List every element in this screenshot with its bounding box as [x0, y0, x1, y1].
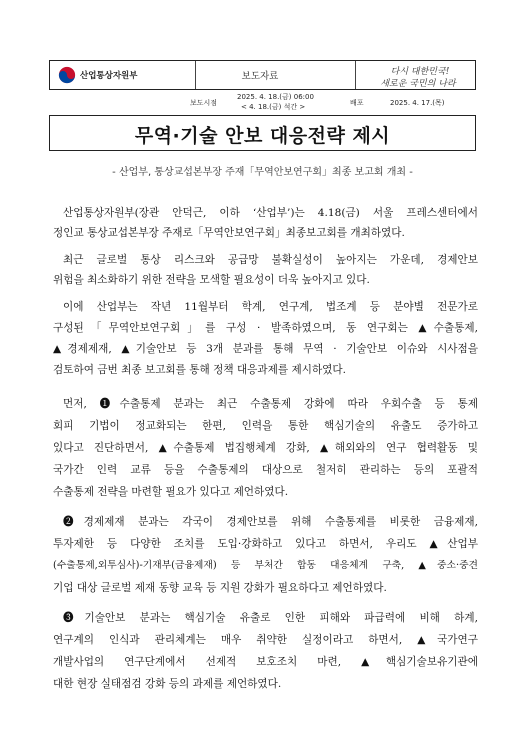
paragraph-line: 구성된「무역안보연구회」를 구성 · 발족하였으며, 동 연구회는 ▲수출통제,: [53, 322, 478, 334]
subtitle: - 산업부, 통상교섭본부장 주재「무역안보연구회」최종 보고회 개최 -: [112, 167, 413, 178]
header-divider: [195, 61, 196, 89]
release-time-2: < 4. 18.(금) 석간 >: [241, 103, 306, 111]
paragraph-line: 개발사업의 연구단계에서 선제적 보호조치 마련, ▲핵심기술보유기관에: [53, 656, 478, 668]
paragraph-line: 연구계의 인식과 관리체계는 매우 취약한 실정이라고 하면서, ▲국가연구: [53, 634, 478, 646]
paragraph-line: 국가간 인력 교류 등을 수출통제의 대상으로 철저히 관리하는 등의 포괄적: [53, 464, 478, 476]
ministry-name: 산업통상자원부: [80, 71, 138, 81]
release-time-label: 보도시점: [190, 99, 218, 107]
distribution-label: 배포: [350, 99, 364, 107]
distribution-date: 2025. 4. 17.(목): [390, 99, 445, 107]
paragraph-line: 이에 산업부는 작년 11월부터 학계, 연구계, 법조계 등 분야별 전문가로: [63, 301, 478, 313]
press-header: [49, 60, 476, 90]
release-time-1: 2025. 4. 18.(금) 06:00: [237, 93, 314, 101]
paragraph-line: (수출통제,외투심사)-기재부(금융제재) 등 부처간 합동 대응체계 구축, ▲중소·중견: [53, 560, 478, 571]
paragraph-2: [53, 250, 478, 290]
paragraph-line: 검토하여 금번 최종 보고회를 통해 정책 대응과제를 제시하였다.: [53, 364, 347, 376]
paragraph-5: [53, 511, 478, 599]
paragraph-line: ❷경제제재 분과는 각국이 경제안보를 위해 수출통제를 비롯한 금융제재,: [63, 516, 478, 528]
paragraph-line: 투자제한 등 다양한 조치를 도입·강화하고 있다고 하면서, 우리도 ▲산업부: [53, 538, 478, 550]
header-divider: [355, 61, 356, 89]
paragraph-line: 위험을 최소화하기 위한 전략을 모색할 필요성이 더욱 높아지고 있다.: [53, 274, 370, 286]
paragraph-3: [53, 297, 478, 381]
paragraph-line: 수출통제 전략을 마련할 필요가 있다고 제언하였다.: [53, 486, 289, 498]
handwritten-slogan: [360, 63, 472, 89]
paragraph-line: 기업 대상 글로벌 제재 동향 교육 등 지원 강화가 필요하다고 제언하였다.: [53, 582, 387, 594]
paragraph-line: 회피 기법이 정교화되는 한편, 인력을 통한 핵심기술의 유출도 증가하고: [53, 420, 478, 432]
paragraph-6: [53, 607, 478, 695]
taegeuk-emblem-icon: [58, 66, 76, 84]
paragraph-line: 최근 글로벌 통상 리스크와 공급망 불확실성이 높아지는 가운데, 경제안보: [63, 254, 478, 266]
page-title: 무역·기술 안보 대응전략 제시: [134, 125, 391, 147]
paragraph-line: 산업통상자원부(장관 안덕근, 이하 ‘산업부’)는 4.18(금) 서울 프레스센터에서: [63, 207, 478, 219]
title-box: [49, 115, 476, 151]
ministry-logo: [58, 66, 137, 84]
slogan-line-2: 새로운 국민의 나라: [380, 79, 456, 89]
paragraph-1: [53, 203, 478, 243]
paragraph-line: ❸기술안보 분과는 핵심기술 유출로 인한 피해와 파급력에 비해 하계,: [63, 612, 478, 624]
paragraph-line: 먼저, ❶수출통제 분과는 최근 수출통제 강화에 따라 우회수출 등 통제: [63, 398, 478, 410]
paragraph-line: 정인교 통상교섭본부장 주재로「무역안보연구회」최종보고회를 개최하였다.: [53, 227, 405, 239]
press-release-label: 보도자료: [241, 71, 279, 82]
paragraph-line: 대한 현장 실태점검 강화 등의 과제를 제언하였다.: [53, 678, 282, 690]
slogan-line-1: 다시 대한민국!: [390, 67, 450, 77]
paragraph-line: ▲경제제재, ▲기술안보 등 3개 분과를 통해 무역 · 기술안보 이슈와 시사점을: [53, 343, 478, 355]
paragraph-4: [53, 393, 478, 503]
paragraph-line: 있다고 진단하면서, ▲수출통제 법집행체계 강화, ▲해외와의 연구 협력활동 및: [53, 442, 478, 454]
